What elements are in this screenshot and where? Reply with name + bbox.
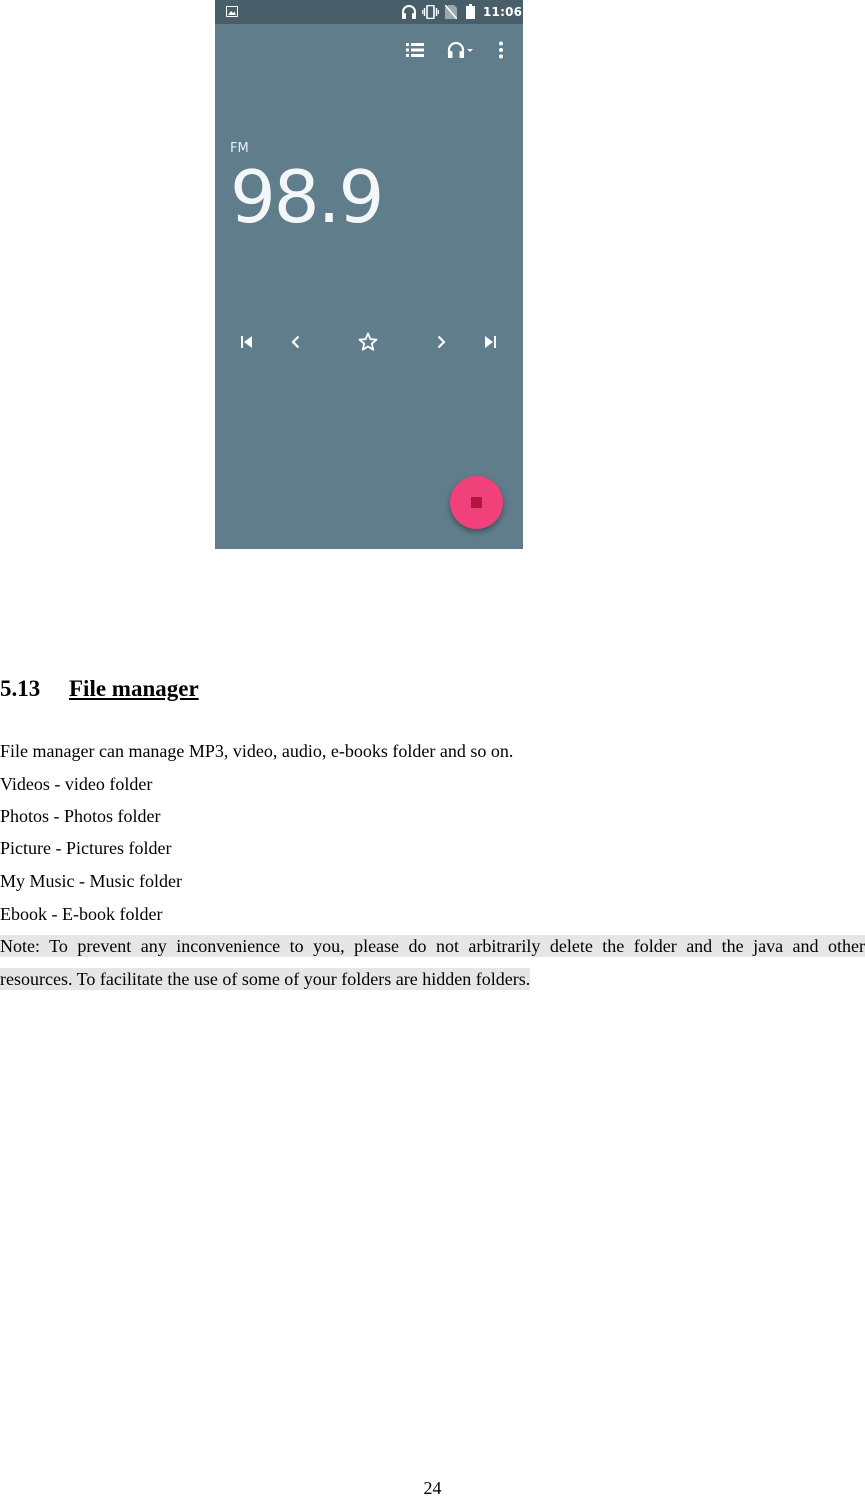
gallery-icon [226, 6, 238, 17]
status-bar [215, 0, 523, 24]
list-icon[interactable] [405, 40, 425, 60]
frequency-display: 98.9 [230, 155, 383, 239]
note-paragraph [0, 935, 865, 996]
stop-icon [471, 497, 482, 508]
no-sim-icon [445, 5, 457, 19]
section-title: File manager [69, 676, 199, 701]
note-line: resources. To facilitate the use of some of your folders are hidden folders. [0, 969, 531, 989]
note-line: Note: To prevent any inconvenience to you, please do not arbitrarily delete the folder and the java and other [0, 936, 865, 956]
section-heading [0, 676, 199, 702]
status-clock: 11:06 [483, 5, 523, 19]
chevron-right-icon[interactable] [430, 331, 452, 353]
section-number: 5.13 [0, 676, 41, 701]
headset-output-icon[interactable] [446, 40, 474, 60]
headset-icon [401, 5, 417, 19]
power-stop-button[interactable] [450, 476, 503, 529]
page-number: 24 [423, 1478, 442, 1498]
list-item: Picture - Pictures folder [0, 838, 172, 858]
more-vert-icon[interactable] [496, 40, 506, 60]
list-item: Ebook - E-book folder [0, 904, 163, 924]
list-item: Photos - Photos folder [0, 806, 161, 826]
list-item: Videos - video folder [0, 774, 153, 794]
chevron-left-icon[interactable] [285, 331, 307, 353]
band-label: FM [230, 141, 249, 156]
vibrate-icon [422, 5, 439, 19]
skip-previous-icon[interactable] [235, 331, 257, 353]
list-item: My Music - Music folder [0, 871, 182, 891]
battery-icon [466, 4, 475, 19]
intro-paragraph: File manager can manage MP3, video, audio, e-books folder and so on. [0, 741, 514, 761]
star-outline-icon[interactable] [357, 331, 379, 353]
skip-next-icon[interactable] [480, 331, 502, 353]
fm-radio-screenshot [215, 0, 523, 549]
